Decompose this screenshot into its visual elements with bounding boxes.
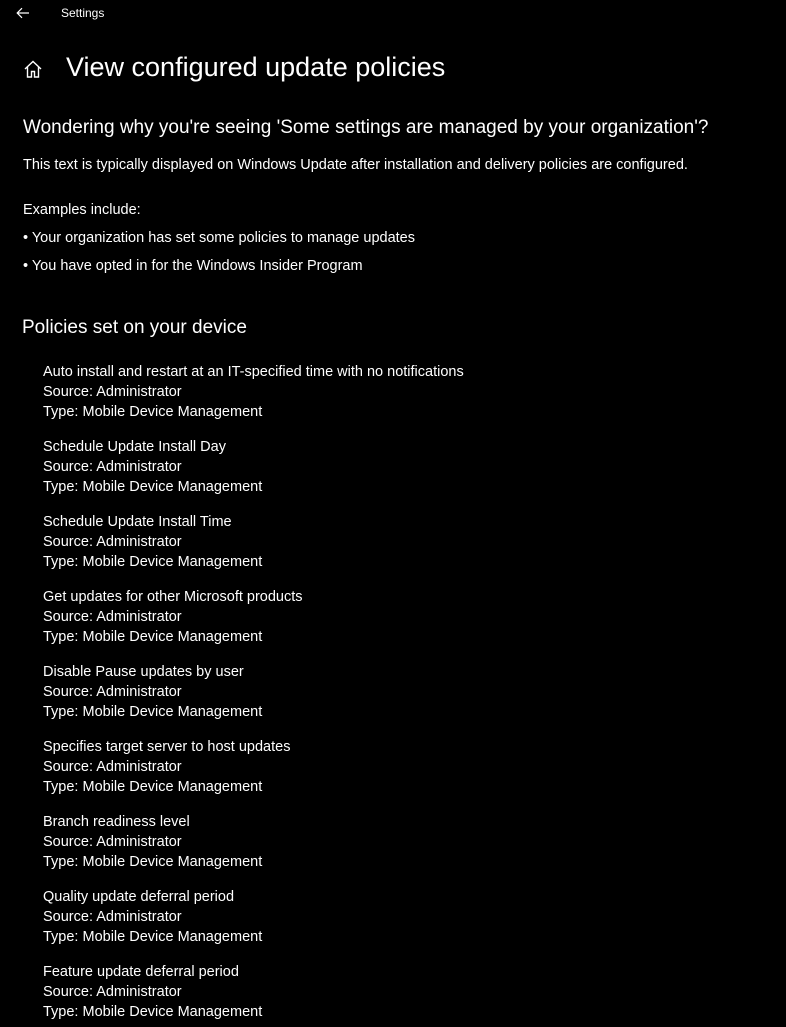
- title-bar: [0, 0, 786, 28]
- policy-source: Source: Administrator: [43, 609, 182, 625]
- info-question: Wondering why you're seeing 'Some settings are managed by your organization'?: [23, 117, 709, 138]
- policy-item: [43, 887, 763, 962]
- policy-name: Schedule Update Install Time: [43, 514, 232, 530]
- policy-item: [43, 587, 763, 662]
- policy-item: [43, 812, 763, 887]
- home-icon[interactable]: [23, 59, 43, 79]
- policy-name: Branch readiness level: [43, 814, 190, 830]
- page-title: View configured update policies: [66, 52, 446, 82]
- policy-name: Quality update deferral period: [43, 889, 235, 905]
- policy-type: Type: Mobile Device Management: [43, 779, 263, 795]
- policy-list: [43, 362, 763, 1027]
- policy-item: [43, 362, 763, 437]
- policy-name: Specifies target server to host updates: [43, 739, 291, 755]
- policy-name: Feature update deferral period: [43, 964, 239, 980]
- policies-heading: Policies set on your device: [22, 317, 247, 338]
- example-item: • You have opted in for the Windows Insider Program: [23, 258, 363, 274]
- policy-item: [43, 437, 763, 512]
- policy-type: Type: Mobile Device Management: [43, 1004, 263, 1020]
- policy-item: [43, 512, 763, 587]
- policy-source: Source: Administrator: [43, 684, 182, 700]
- back-button[interactable]: [12, 2, 34, 24]
- policy-type: Type: Mobile Device Management: [43, 929, 263, 945]
- policy-source: Source: Administrator: [43, 759, 182, 775]
- policy-type: Type: Mobile Device Management: [43, 404, 263, 420]
- policy-item: [43, 737, 763, 812]
- policy-type: Type: Mobile Device Management: [43, 629, 263, 645]
- policy-name: Get updates for other Microsoft products: [43, 589, 303, 605]
- policy-name: Auto install and restart at an IT-specified time with no notifications: [43, 364, 464, 380]
- policy-type: Type: Mobile Device Management: [43, 854, 263, 870]
- policy-type: Type: Mobile Device Management: [43, 479, 263, 495]
- policy-source: Source: Administrator: [43, 459, 182, 475]
- policy-name: Disable Pause updates by user: [43, 664, 244, 680]
- policy-source: Source: Administrator: [43, 384, 182, 400]
- app-title: Settings: [61, 6, 105, 20]
- policy-source: Source: Administrator: [43, 834, 182, 850]
- back-arrow-icon: [16, 7, 30, 19]
- policy-item: [43, 662, 763, 737]
- policy-source: Source: Administrator: [43, 534, 182, 550]
- policy-type: Type: Mobile Device Management: [43, 704, 263, 720]
- example-item: • Your organization has set some policies to manage updates: [23, 230, 415, 246]
- policy-source: Source: Administrator: [43, 984, 182, 1000]
- examples-label: Examples include:: [23, 202, 141, 218]
- policy-name: Schedule Update Install Day: [43, 439, 226, 455]
- info-description: This text is typically displayed on Windows Update after installation and delivery policies are configured.: [23, 157, 688, 173]
- policy-item: [43, 962, 763, 1027]
- policy-type: Type: Mobile Device Management: [43, 554, 263, 570]
- policy-source: Source: Administrator: [43, 909, 182, 925]
